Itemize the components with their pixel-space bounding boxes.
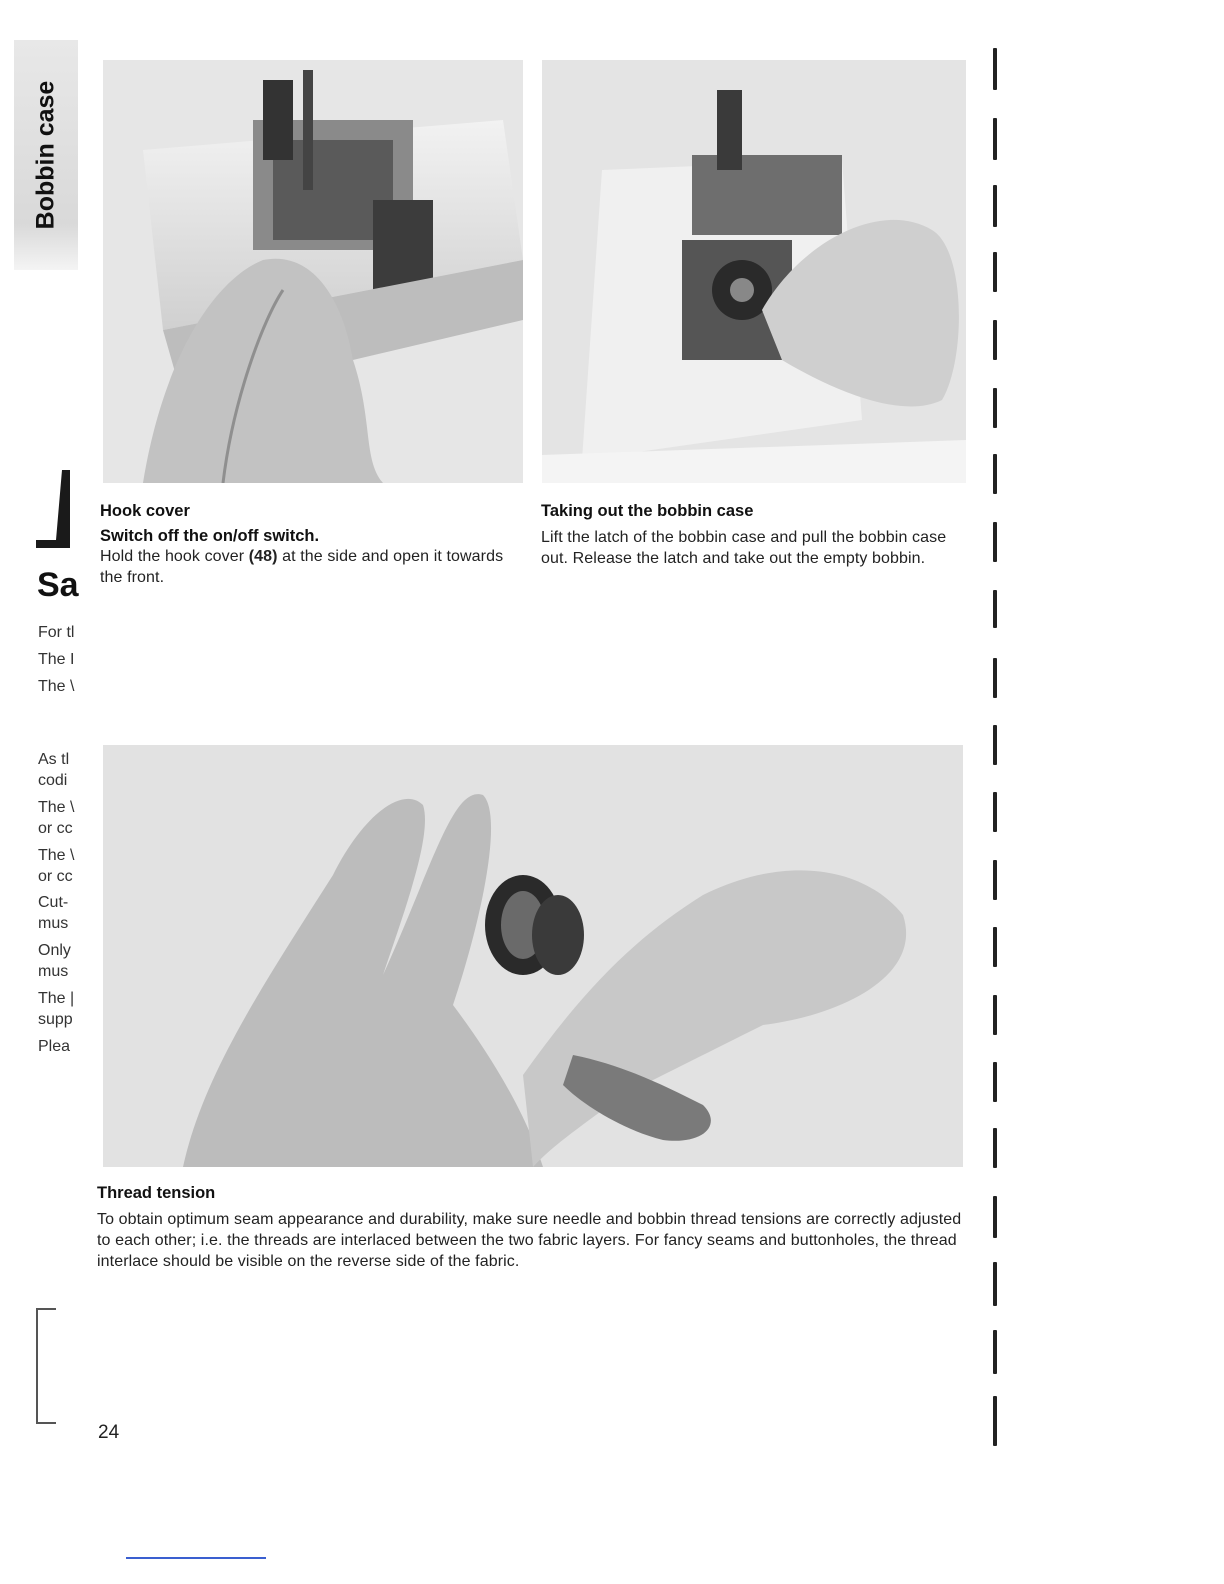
binding-mark [993, 1196, 997, 1238]
fragment-line: supp [38, 1011, 73, 1028]
hook-cover-text-after: at the side and open it towards the front. [100, 548, 504, 586]
thread-tension-title: Thread tension [97, 1184, 216, 1202]
binding-mark [993, 1128, 997, 1168]
fragment-line: or cc [38, 868, 73, 885]
bottom-rule [126, 1557, 266, 1559]
fragment-line: The I [38, 651, 75, 668]
thread-tension-caption [97, 1184, 967, 1272]
fragment-line: As tl [38, 751, 70, 768]
binding-mark [993, 1330, 997, 1374]
bobbin-case-caption [541, 502, 951, 569]
hook-cover-text-before: Hold the hook cover [100, 548, 249, 565]
fragment-line: codi [38, 772, 68, 789]
binding-mark [993, 590, 997, 628]
slash-mark-icon [36, 470, 70, 548]
hook-cover-title: Hook cover [100, 502, 190, 520]
binding-mark [993, 522, 997, 562]
fragment-line: For tl [38, 624, 75, 641]
fragment-heading: Sa [37, 566, 79, 604]
bobbin-case-text: Lift the latch of the bobbin case and pull the bobbin case out. Release the latch and take out the empty bobbin. [541, 529, 947, 567]
binding-mark [993, 118, 997, 160]
fragment-line: The | [38, 990, 75, 1007]
bobbin-case-title: Taking out the bobbin case [541, 502, 754, 520]
fragment-line: Cut- [38, 894, 69, 911]
binding-mark [993, 725, 997, 765]
page-number: 24 [98, 1422, 120, 1443]
binding-mark [993, 995, 997, 1035]
binding-mark [993, 860, 997, 900]
thread-tension-photo [103, 745, 963, 1167]
bobbin-case-photo [542, 60, 966, 483]
hook-cover-text [100, 546, 520, 588]
bobbin-case-removal-photo-icon [542, 60, 966, 483]
binding-mark [993, 388, 997, 428]
fragment-line: Only [38, 942, 71, 959]
binding-mark [993, 927, 997, 967]
sewing-machine-hook-cover-photo-icon [103, 60, 523, 483]
binding-mark [993, 454, 997, 494]
bracket-mark [36, 1308, 56, 1424]
section-tab-label: Bobbin case [31, 80, 60, 230]
binding-mark [993, 1396, 997, 1446]
hook-cover-photo [103, 60, 523, 483]
binding-mark [993, 48, 997, 90]
fragment-line: The \ [38, 799, 75, 816]
fragment-line: Plea [38, 1038, 71, 1055]
fragment-line: mus [38, 915, 69, 932]
binding-mark [993, 658, 997, 698]
binding-mark [993, 1062, 997, 1102]
fragment-line: The \ [38, 678, 75, 695]
hook-cover-subtitle: Switch off the on/off switch. [100, 527, 320, 545]
fragment-line: The \ [38, 847, 75, 864]
binding-mark [993, 185, 997, 227]
binding-mark [993, 320, 997, 360]
section-tab [14, 40, 78, 270]
binding-mark [993, 252, 997, 292]
hook-cover-part-number: (48) [248, 548, 278, 565]
fragment-line: or cc [38, 820, 73, 837]
hands-holding-bobbin-case-photo-icon [103, 745, 963, 1167]
thread-tension-text: To obtain optimum seam appearance and durability, make sure needle and bobbin thread tensions are correctly adjusted to each other; i.e. the threads are interlaced between the two fabric layers. For fancy seams and buttonholes, the thread interlace should be visible on the reverse side of the fabric. [97, 1211, 962, 1270]
binding-mark [993, 792, 997, 832]
fragment-line: mus [38, 963, 69, 980]
hook-cover-caption [100, 502, 520, 588]
binding-mark [993, 1262, 997, 1306]
